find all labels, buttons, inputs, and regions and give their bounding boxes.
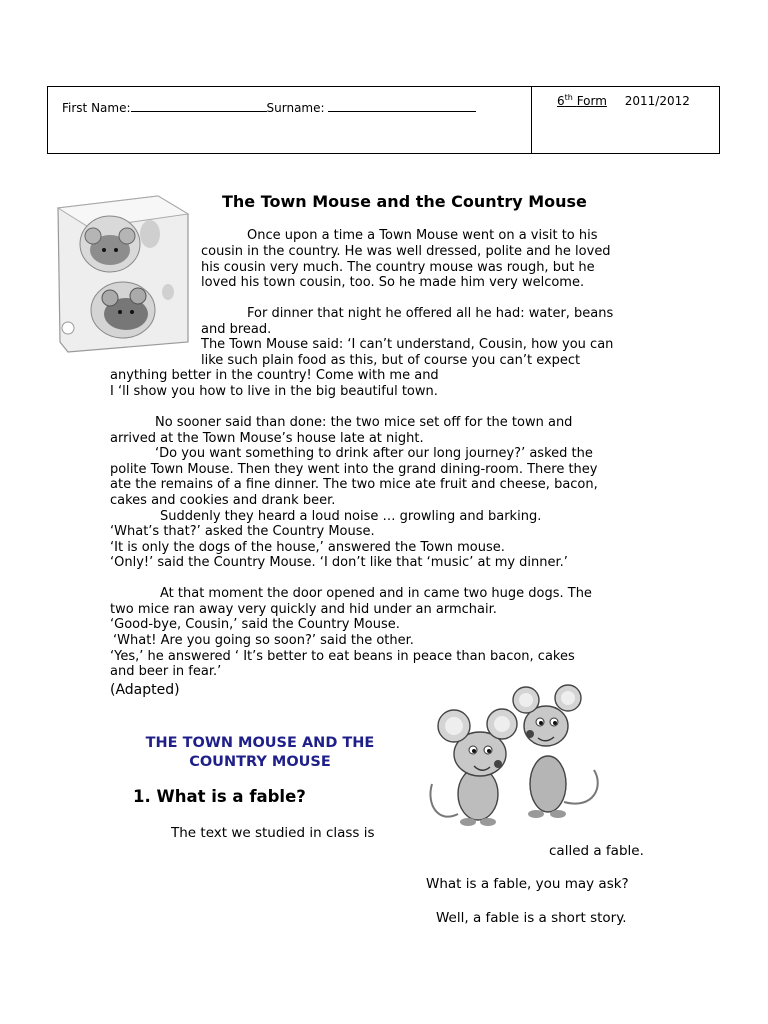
section-title: [110, 734, 410, 772]
story-line: polite Town Mouse. Then they went into the grand dining-room. There they: [110, 462, 598, 477]
story-line: Suddenly they heard a loud noise … growling and barking.: [160, 509, 542, 524]
story-line: two mice ran away very quickly and hid under an armchair.: [110, 602, 497, 617]
story-line: his cousin very much. The country mouse was rough, but he: [201, 260, 595, 275]
question-number: 1.: [133, 787, 151, 806]
story-line: ate the remains of a fine dinner. The two mice ate fruit and cheese, bacon,: [110, 477, 598, 492]
story-line: ‘Do you want something to drink after our long journey?’ asked the: [155, 446, 593, 461]
form-label: Form: [576, 94, 607, 108]
story-line: For dinner that night he offered all he had: water, beans: [247, 306, 614, 321]
story-line: ‘Good-bye, Cousin,’ said the Country Mouse.: [110, 617, 400, 632]
form-year: [557, 93, 690, 108]
story-line: arrived at the Town Mouse’s house late at night.: [110, 431, 424, 446]
story-line: ‘What’s that?’ asked the Country Mouse.: [110, 524, 375, 539]
story-line: I ‘ll show you how to live in the big beautiful town.: [110, 384, 438, 399]
section-title-line1: THE TOWN MOUSE AND THE: [145, 735, 375, 751]
answer-line: Well, a fable is a short story.: [436, 910, 627, 926]
answer-line: The text we studied in class is: [171, 825, 375, 841]
form-suffix: th: [564, 93, 573, 102]
cheese-mice-image: [38, 192, 200, 358]
name-fields: [62, 101, 476, 115]
surname-label: Surname:: [266, 101, 325, 115]
surname-blank[interactable]: [328, 101, 476, 112]
story-line: and beer in fear.’: [110, 664, 222, 679]
story-line: No sooner said than done: the two mice set off for the town and: [155, 415, 573, 430]
form-number: 6: [557, 94, 565, 108]
answer-line: called a fable.: [549, 843, 644, 859]
story-line: loved his town cousin, too. So he made him very welcome.: [201, 275, 585, 290]
story-line: The Town Mouse said: ‘I can’t understand, Cousin, how you can: [201, 337, 614, 352]
form-label-group: [557, 94, 607, 108]
story-line: like such plain food as this, but of course you can’t expect: [201, 353, 581, 368]
answer-line: What is a fable, you may ask?: [426, 876, 629, 892]
story-line: ‘Only!’ said the Country Mouse. ‘I don’t like that ‘music’ at my dinner.’: [110, 555, 568, 570]
section-title-line2: COUNTRY MOUSE: [189, 754, 331, 770]
school-year: 2011/2012: [624, 94, 690, 108]
story-line: Once upon a time a Town Mouse went on a visit to his: [247, 228, 598, 243]
story-line: ‘It is only the dogs of the house,’ answered the Town mouse.: [110, 540, 505, 555]
adapted-note: (Adapted): [110, 682, 180, 698]
story-line: ‘Yes,’ he answered ‘ It’s better to eat beans in peace than bacon, cakes: [110, 649, 575, 664]
header-divider: [531, 86, 532, 154]
story-line: anything better in the country! Come with me and: [110, 368, 439, 383]
story-line: ‘What! Are you going so soon?’ said the other.: [113, 633, 414, 648]
story-line: At that moment the door opened and in came two huge dogs. The: [160, 586, 592, 601]
story-line: cakes and cookies and drank beer.: [110, 493, 336, 508]
story-title: The Town Mouse and the Country Mouse: [222, 192, 587, 211]
first-name-label: First Name:: [62, 101, 131, 115]
question-text: What is a fable?: [156, 787, 306, 806]
two-mice-image: [418, 684, 614, 830]
first-name-blank[interactable]: [131, 101, 267, 112]
story-line: cousin in the country. He was well dressed, polite and he loved: [201, 244, 611, 259]
story-line: and bread.: [201, 322, 272, 337]
question-heading: [133, 787, 306, 806]
